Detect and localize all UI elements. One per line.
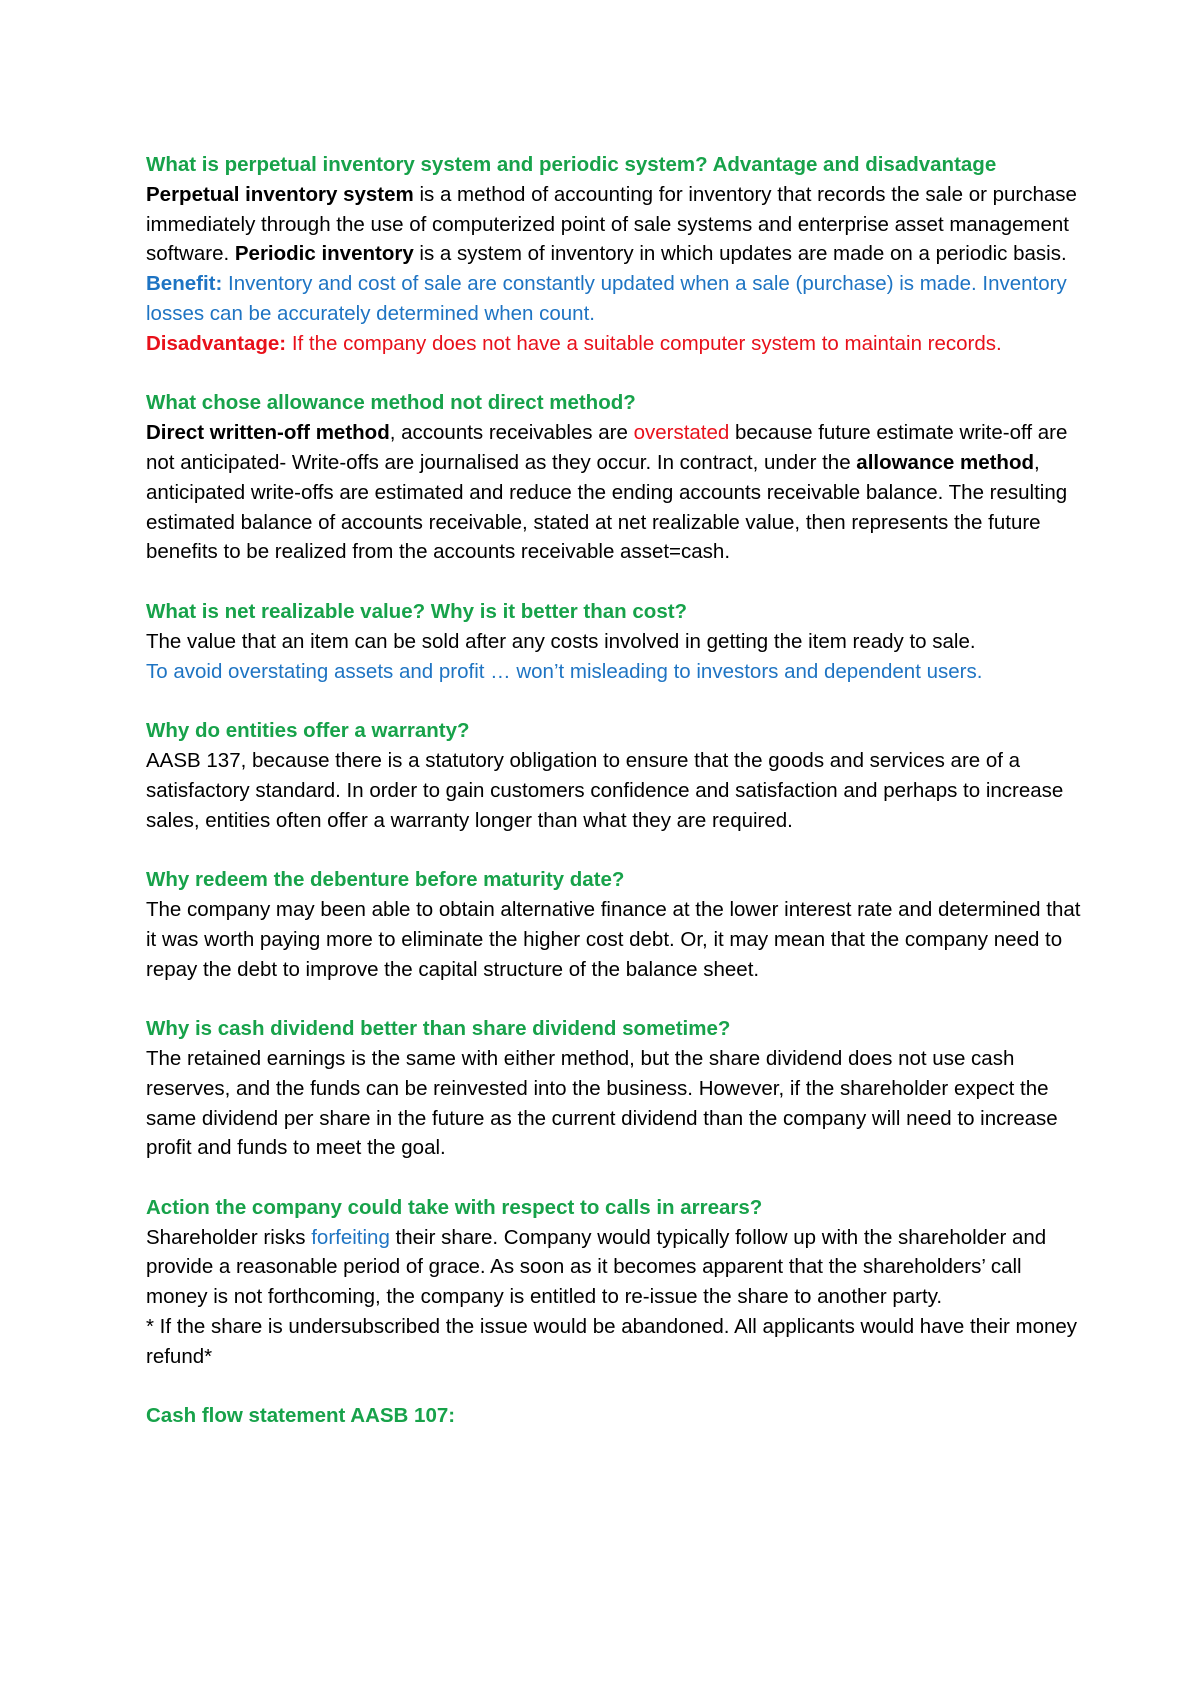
question-heading: Why is cash dividend better than share dividend sometime? xyxy=(146,1017,731,1041)
answer-text: is a system of inventory in which updates are made on a periodic basis. xyxy=(413,242,1067,266)
footnote-text: * If the share is undersubscribed the issue would be abandoned. All applicants would have their money refund* xyxy=(146,1315,1078,1368)
disadvantage-text: If the company does not have a suitable computer system to maintain records. xyxy=(286,331,1002,355)
question-heading: Why do entities offer a warranty? xyxy=(146,719,470,743)
question-heading: What is net realizable value? Why is it better than cost? xyxy=(146,599,688,623)
highlight-overstated: overstated xyxy=(633,421,730,445)
section-cash-flow xyxy=(146,1401,1086,1431)
question-heading: Action the company could take with respect to calls in arrears? xyxy=(146,1195,763,1219)
benefit-text: Inventory and cost of sale are constantly updated when a sale (purchase) is made. Inventory losses can be accurately determined when count. xyxy=(146,272,1067,325)
section-inventory-systems xyxy=(146,150,1086,359)
answer-text: The retained earnings is the same with either method, but the share dividend does not use cash reserves, and the funds can be reinvested into the business. However, if the shareholder expect the same dividend per share in the future as the current dividend than the company will need to increase profit and funds to meet the goal. xyxy=(146,1046,1058,1160)
answer-text: , accounts receivables are xyxy=(389,421,634,445)
answer-text: The company may been able to obtain alternative finance at the lower interest rate and determined that it was worth paying more to eliminate the higher cost debt. Or, it may mean that the company need to repay the debt to improve the capital structure of the balance sheet. xyxy=(146,897,1081,981)
disadvantage-label: Disadvantage: xyxy=(146,331,287,355)
answer-text: Shareholder risks xyxy=(146,1225,312,1249)
answer-text: because future estimate write-off are not anticipated- Write-offs are journalised as they occur. In contract, under the xyxy=(146,421,1068,474)
benefit-label: Benefit: xyxy=(146,272,223,296)
term-direct-write-off: Direct written-off method xyxy=(146,421,390,445)
section-debenture xyxy=(146,865,1086,984)
question-heading: What chose allowance method not direct method? xyxy=(146,391,636,415)
answer-paragraph xyxy=(146,418,1086,567)
section-allowance-method xyxy=(146,388,1086,567)
answer-text: is a method of accounting for inventory that records the sale or purchase immediately through the use of computerized point of sale systems and enterprise asset management software. xyxy=(146,182,1077,266)
answer-text: their share. Company would typically follow up with the shareholder and provide a reasonable period of grace. As soon as it becomes apparent that the shareholders’ call money is not forthcoming, the company is entitled to re-issue the share to another party. xyxy=(146,1225,1047,1309)
question-heading: Why redeem the debenture before maturity date? xyxy=(146,868,625,892)
highlight-forfeiting: forfeiting xyxy=(311,1225,390,1249)
question-heading: What is perpetual inventory system and periodic system? Advantage and disadvantage xyxy=(146,153,997,176)
answer-text: The value that an item can be sold after any costs involved in getting the item ready to sale. xyxy=(146,629,976,653)
answer-highlight-text: To avoid overstating assets and profit … won’t misleading to investors and dependent users. xyxy=(146,659,983,683)
answer-paragraph xyxy=(146,1223,1086,1312)
answer-text: , anticipated write-offs are estimated and reduce the ending accounts receivable balance. The resulting estimated balance of accounts receivable, stated at net realizable value, then represents the future benefits to be realized from the accounts receivable asset=cash. xyxy=(146,450,1068,564)
term-allowance-method: allowance method xyxy=(856,450,1035,474)
term-perpetual-inventory: Perpetual inventory system xyxy=(146,182,414,206)
document-page xyxy=(146,150,1086,1461)
section-warranty xyxy=(146,716,1086,835)
question-heading: Cash flow statement AASB 107: xyxy=(146,1404,456,1428)
section-calls-in-arrears xyxy=(146,1193,1086,1372)
section-net-realizable-value xyxy=(146,597,1086,686)
term-periodic-inventory: Periodic inventory xyxy=(234,242,414,266)
section-dividend xyxy=(146,1014,1086,1163)
answer-paragraph xyxy=(146,180,1086,359)
answer-text: AASB 137, because there is a statutory obligation to ensure that the goods and services are of a satisfactory standard. In order to gain customers confidence and satisfaction and perhaps to increase sales, entities often offer a warranty longer than what they are required. xyxy=(146,748,1064,832)
